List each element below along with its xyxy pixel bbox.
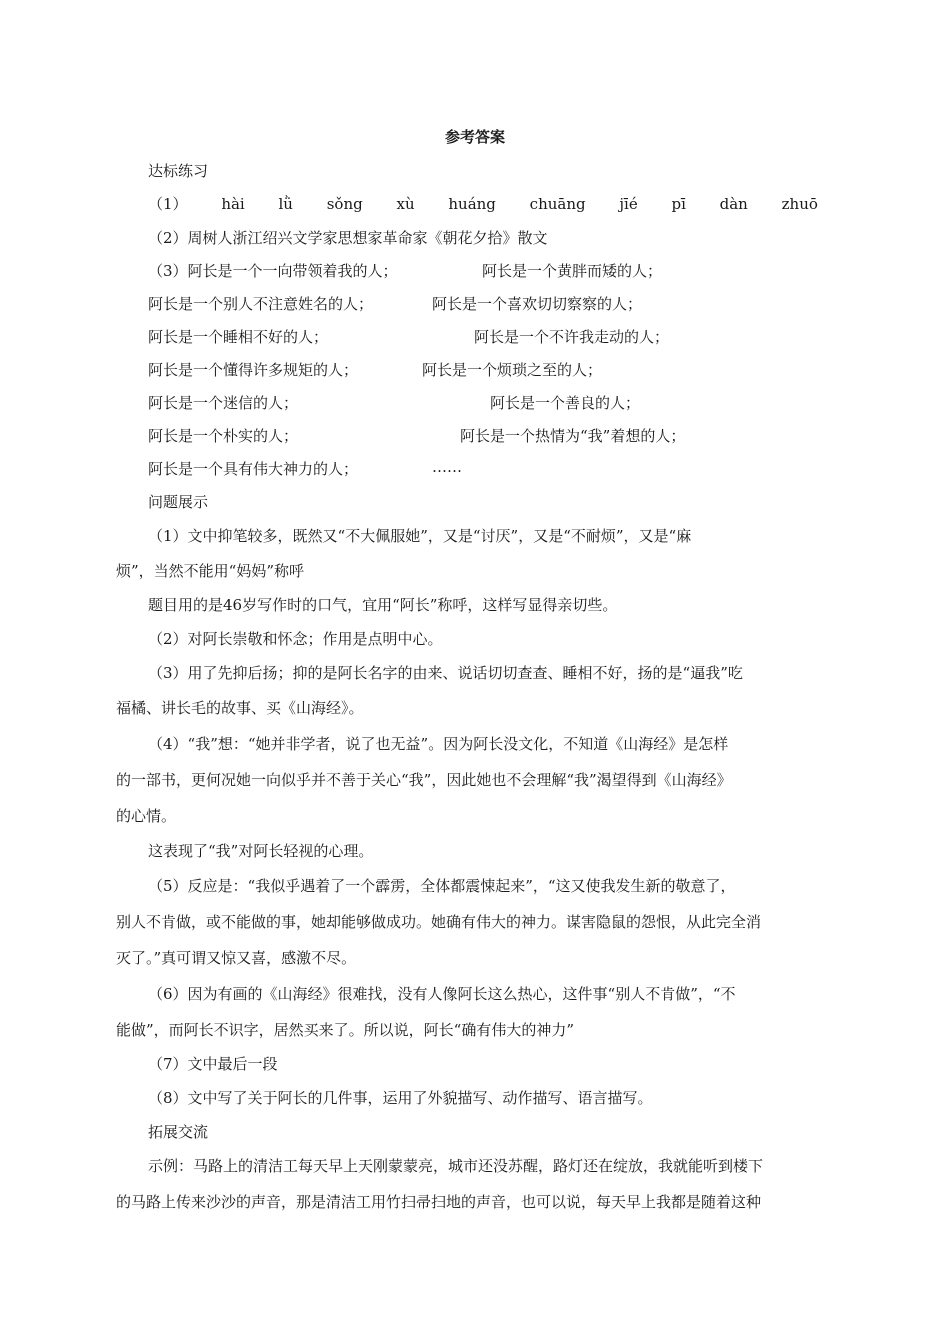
answer-3-item: 阿长是一个朴实的人； <box>148 427 299 445</box>
answer-3-item: 阿长是一个别人不注意姓名的人； <box>148 295 374 313</box>
answer-2: （2）周树人浙江绍兴文学家思想家革命家《朝花夕拾》散文 <box>148 229 548 247</box>
pinyin-item: dàn <box>719 195 748 213</box>
problem-4-line: 的一部书，更何况她一向似乎并不善于关心“我”，因此她也不会理解“我”渴望得到《山海经》 <box>116 771 732 789</box>
problem-7: （7）文中最后一段 <box>148 1055 278 1073</box>
answer-3-item: 阿长是一个喜欢切切察察的人； <box>432 295 643 313</box>
answer-3-item: 阿长是一个热情为“我”着想的人； <box>460 427 686 445</box>
pinyin-item: jīé <box>619 195 638 213</box>
answer-3-item: 阿长是一个迷信的人； <box>148 394 299 412</box>
answer-3-item: 阿长是一个具有伟大神力的人； <box>148 460 359 478</box>
answer-3-item: 阿长是一个善良的人； <box>490 394 641 412</box>
answer-3-item: 阿长是一个睡相不好的人； <box>148 328 329 346</box>
problem-6-line: 能做”，而阿长不识字，居然买来了。所以说，阿长“确有伟大的神力” <box>116 1021 575 1039</box>
problem-4-line: 这表现了“我”对阿长轻视的心理。 <box>148 842 374 860</box>
problem-1-line: （1）文中抑笔较多，既然又“不大佩服她”，又是“讨厌”，又是“不耐烦”，又是“麻 <box>148 527 692 545</box>
section-heading-extension: 拓展交流 <box>148 1123 209 1141</box>
answer-3-ellipsis: …… <box>432 458 462 476</box>
answer-3-item: 阿长是一个不许我走动的人； <box>474 328 670 346</box>
pinyin-label: （1） <box>148 195 188 213</box>
extension-line: 示例：马路上的清洁工每天早上天刚蒙蒙亮，城市还没苏醒，路灯还在绽放，我就能听到楼下 <box>148 1157 764 1175</box>
problem-2: （2）对阿长崇敬和怀念；作用是点明中心。 <box>148 630 443 648</box>
problem-8: （8）文中写了关于阿长的几件事，运用了外貌描写、动作描写、语言描写。 <box>148 1089 653 1107</box>
answer-3-item: （3）阿长是一个一向带领着我的人； <box>148 262 398 280</box>
answer-3-item: 阿长是一个烦琐之至的人； <box>422 361 603 379</box>
problem-1-line: 题目用的是46岁写作时的口气，宜用“阿长”称呼，这样写显得亲切些。 <box>148 596 618 614</box>
pinyin-item: pī <box>671 195 686 213</box>
section-heading-problems: 问题展示 <box>148 493 209 511</box>
pinyin-item: lǜ <box>278 195 293 213</box>
problem-5-line: （5）反应是：“我似乎遇着了一个霹雳，全体都震悚起来”，“这又使我发生新的敬意了， <box>148 877 736 895</box>
pinyin-item: huáng <box>448 195 496 213</box>
pinyin-item: sǒng <box>326 195 363 213</box>
answer-3-item: 阿长是一个懂得许多规矩的人； <box>148 361 359 379</box>
pinyin-row <box>148 193 818 215</box>
problem-4-line: 的心情。 <box>116 807 177 825</box>
extension-line: 的马路上传来沙沙的声音，那是清洁工用竹扫帚扫地的声音，也可以说，每天早上我都是随着这种 <box>116 1193 762 1211</box>
problem-4-line: （4）“我”想：“她并非学者，说了也无益”。因为阿长没文化，不知道《山海经》是怎样 <box>148 735 729 753</box>
pinyin-item: zhuō <box>781 195 818 213</box>
problem-5-line: 别人不肯做，或不能做的事，她却能够做成功。她确有伟大的神力。谋害隐鼠的怨恨，从此完全消 <box>116 913 762 931</box>
pinyin-item: hài <box>221 195 245 213</box>
problem-3-line: （3）用了先抑后扬；抑的是阿长名字的由来、说话切切查查、睡相不好，扬的是“逼我”吃 <box>148 664 743 682</box>
answer-3-item: 阿长是一个黄胖而矮的人； <box>482 262 663 280</box>
problem-3-line: 福橘、讲长毛的故事、买《山海经》。 <box>116 699 364 717</box>
section-heading-practice: 达标练习 <box>148 162 209 180</box>
problem-6-line: （6）因为有画的《山海经》很难找，没有人像阿长这么热心，这件事“别人不肯做”，“不 <box>148 985 736 1003</box>
problem-5-line: 灭了。”真可谓又惊又喜，感激不尽。 <box>116 949 357 967</box>
pinyin-item: xù <box>396 195 415 213</box>
pinyin-item: chuāng <box>529 195 586 213</box>
page-title: 参考答案 <box>444 128 505 146</box>
problem-1-line: 烦”，当然不能用“妈妈”称呼 <box>116 562 305 580</box>
